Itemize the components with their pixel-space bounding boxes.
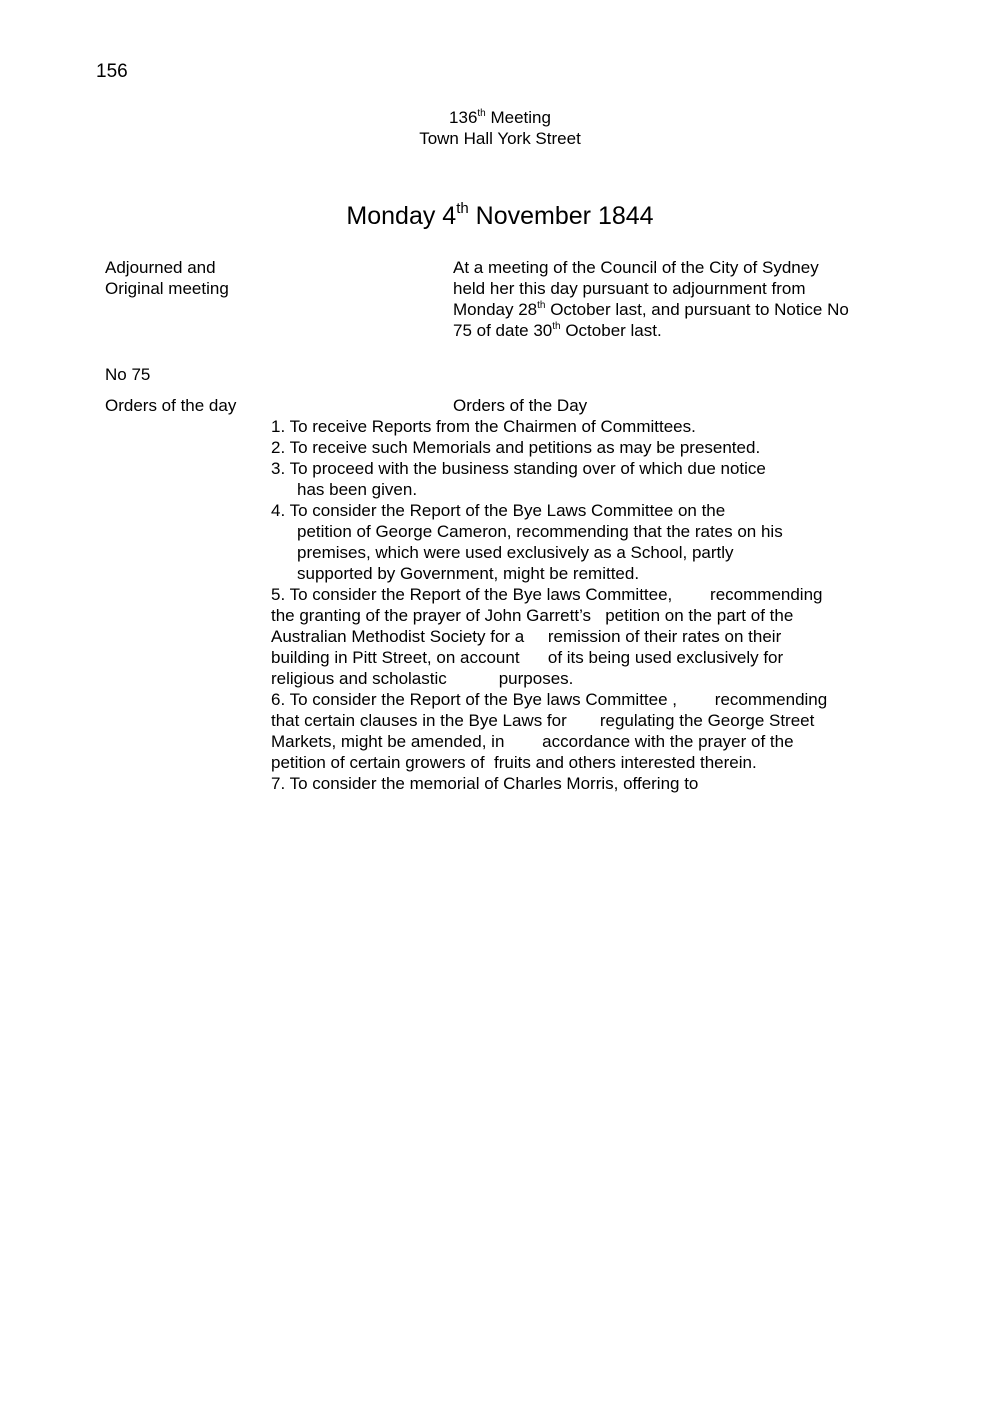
page-number: 156 [96, 61, 128, 82]
title-suffix: th [456, 200, 469, 217]
meeting-number: 136 [449, 108, 478, 127]
intro-paragraph [453, 257, 849, 341]
title-month-year: November 1844 [468, 202, 654, 230]
intro-line: At a meeting of the Council of the City of Sydney [453, 258, 819, 277]
order-line: religious and scholastic purposes. [271, 669, 574, 688]
intro-text: Monday 28 [453, 300, 538, 319]
order-line: 6. To consider the Report of the Bye laws Committee , recommending [271, 690, 828, 709]
order-line: 1. To receive Reports from the Chairmen of Committees. [271, 417, 696, 436]
intro-line [453, 299, 849, 320]
orders-list [271, 416, 827, 794]
order-line: building in Pitt Street, on account of its being used exclusively for [271, 648, 784, 667]
meeting-number-line [0, 107, 1000, 128]
order-line: premises, which were used exclusively as a School, partly [297, 543, 734, 562]
orders-heading: Orders of the Day [453, 396, 588, 415]
page-title [0, 200, 1000, 232]
order-line: petition of George Cameron, recommending that the rates on his [297, 522, 783, 541]
order-line: 4. To consider the Report of the Bye Laws Committee on the [271, 501, 726, 520]
order-line: supported by Government, might be remitted. [297, 564, 640, 583]
ordinal-suffix: th [552, 321, 561, 332]
meeting-header [0, 107, 1000, 149]
intro-text: 75 of date 30 [453, 321, 553, 340]
intro-text: October last. [560, 321, 662, 340]
order-line: Australian Methodist Society for a remission of their rates on their [271, 627, 782, 646]
order-line: has been given. [297, 480, 418, 499]
margin-note-line: Original meeting [105, 279, 229, 298]
venue: Town Hall York Street [419, 129, 581, 148]
margin-note-orders: Orders of the day [105, 396, 237, 415]
intro-text: October last, and pursuant to Notice No [545, 300, 849, 319]
title-date: Monday 4 [346, 202, 457, 230]
meeting-word: Meeting [485, 108, 551, 127]
ordinal-suffix: th [537, 300, 546, 311]
margin-note-notice: No 75 [105, 365, 151, 384]
order-line: 3. To proceed with the business standing over of which due notice [271, 459, 766, 478]
intro-line [453, 320, 849, 341]
order-line: 2. To receive such Memorials and petitions as may be presented. [271, 438, 761, 457]
margin-note-adjourned [105, 257, 229, 299]
order-line: petition of certain growers of fruits and others interested therein. [271, 753, 757, 772]
margin-note-line: Adjourned and [105, 258, 216, 277]
order-line: 5. To consider the Report of the Bye laws Committee, recommending [271, 585, 823, 604]
order-line: 7. To consider the memorial of Charles Morris, offering to [271, 774, 699, 793]
order-line: the granting of the prayer of John Garrett’s petition on the part of the [271, 606, 794, 625]
meeting-number-suffix: th [477, 108, 486, 119]
order-line: that certain clauses in the Bye Laws for regulating the George Street [271, 711, 815, 730]
intro-line: held her this day pursuant to adjournment from [453, 279, 806, 298]
order-line: Markets, might be amended, in accordance with the prayer of the [271, 732, 794, 751]
